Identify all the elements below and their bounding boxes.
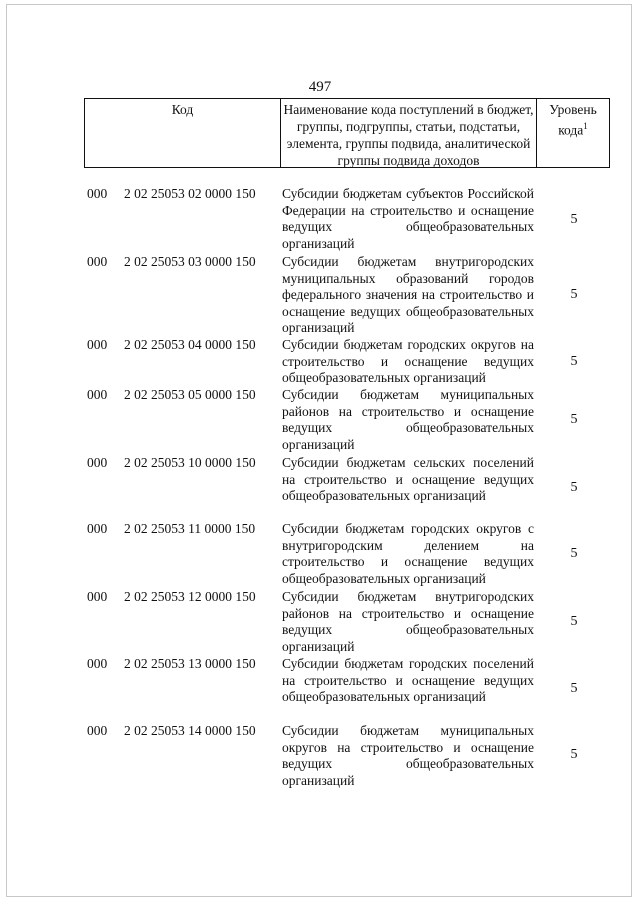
row-income-code: 2 02 25053 04 0000 150 (124, 337, 256, 352)
row-income-code: 2 02 25053 12 0000 150 (124, 589, 256, 604)
row-income-name: Субсидии бюджетам внутригородских районов на строительство и оснащение ведущих общеобразовательных организаций (282, 589, 534, 654)
row-income-code: 2 02 25053 14 0000 150 (124, 723, 256, 738)
row-income-name: Субсидии бюджетам внутригородских муниципальных образований городов федерального значения на строительство и оснащение ведущих общеобразовательных организаций (282, 254, 534, 336)
header-code: Код (85, 99, 281, 167)
row-level: 5 (570, 412, 578, 427)
row-income-code: 2 02 25053 02 0000 150 (124, 186, 256, 201)
row-level: 5 (570, 614, 578, 629)
header-level (537, 99, 609, 167)
row-income-name: Субсидии бюджетам сельских поселений на строительство и оснащение ведущих общеобразовательных организаций (282, 455, 534, 504)
row-income-code: 2 02 25053 11 0000 150 (124, 521, 256, 536)
row-level: 5 (570, 212, 578, 227)
row-admin-code: 000 (87, 186, 108, 201)
row-level: 5 (570, 681, 578, 696)
row-admin-code: 000 (87, 337, 108, 352)
row-admin-code: 000 (87, 723, 108, 738)
header-level-label: Уровень кода (549, 102, 597, 138)
row-income-code: 2 02 25053 13 0000 150 (124, 656, 256, 671)
row-level: 5 (570, 546, 578, 561)
header-level-footnote: 1 (583, 121, 588, 131)
row-level: 5 (570, 480, 578, 495)
row-income-name: Субсидии бюджетам городских округов на строительство и оснащение ведущих общеобразовательных организаций (282, 337, 534, 386)
row-income-name: Субсидии бюджетам городских поселений на строительство и оснащение ведущих общеобразовательных организаций (282, 656, 534, 705)
row-admin-code: 000 (87, 656, 108, 671)
header-name: Наименование кода поступлений в бюджет, группы, подгруппы, статьи, подстатьи, элемента, группы подвида, аналитической группы подвида доходов (281, 99, 537, 167)
row-admin-code: 000 (87, 387, 108, 402)
row-income-name: Субсидии бюджетам муниципальных округов на строительство и оснащение ведущих общеобразовательных организаций (282, 723, 534, 788)
row-admin-code: 000 (87, 254, 108, 269)
row-income-name: Субсидии бюджетам муниципальных районов на строительство и оснащение ведущих общеобразовательных организаций (282, 387, 534, 452)
row-income-name: Субсидии бюджетам городских округов с внутригородским делением на строительство и оснащение ведущих общеобразовательных организаций (282, 521, 534, 586)
row-level: 5 (570, 287, 578, 302)
table-header (84, 98, 610, 168)
row-income-code: 2 02 25053 05 0000 150 (124, 387, 256, 402)
row-income-name: Субсидии бюджетам субъектов Российской Федерации на строительство и оснащение ведущих общеобразовательных организаций (282, 186, 534, 251)
row-level: 5 (570, 747, 578, 762)
row-income-code: 2 02 25053 10 0000 150 (124, 455, 256, 470)
row-admin-code: 000 (87, 455, 108, 470)
row-level: 5 (570, 354, 578, 369)
row-admin-code: 000 (87, 589, 108, 604)
row-income-code: 2 02 25053 03 0000 150 (124, 254, 256, 269)
row-admin-code: 000 (87, 521, 108, 536)
page-number: 497 (308, 79, 332, 95)
